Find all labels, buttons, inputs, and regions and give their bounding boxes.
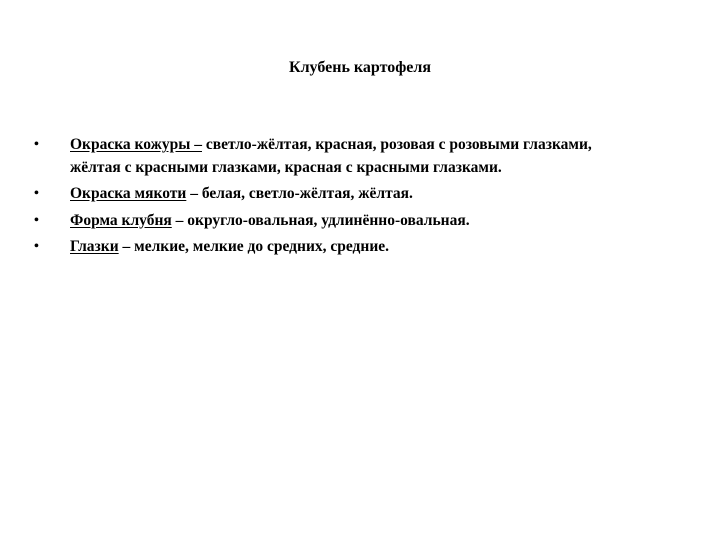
bullet-text: – белая, светло-жёлтая, жёлтая.: [186, 185, 413, 202]
bullet-icon: •: [34, 239, 39, 254]
bullet-icon: •: [34, 137, 39, 152]
bullet-text: светло-жёлтая, красная, розовая с розовыми глазками, жёлтая с красными глазками, красная с красными глазками.: [70, 136, 592, 176]
bullet-term: Окраска мякоти: [70, 185, 187, 202]
bullet-text: – округло-овальная, удлинённо-овальная.: [171, 211, 470, 229]
bullet-item-skin-color: [34, 134, 594, 179]
bullet-list: [34, 134, 594, 263]
slide-title: Клубень картофеля: [288, 59, 432, 76]
bullet-icon: •: [34, 212, 39, 228]
bullet-term: Окраска кожуры –: [70, 136, 202, 153]
bullet-term: Глазки: [70, 238, 119, 255]
bullet-item-eyes: [34, 236, 594, 259]
bullet-icon: •: [34, 186, 39, 201]
bullet-item-tuber-shape: [34, 210, 594, 233]
bullet-item-flesh-color: [34, 183, 594, 206]
bullet-term: Форма клубня: [70, 211, 172, 229]
bullet-text: – мелкие, мелкие до средних, средние.: [118, 238, 390, 255]
